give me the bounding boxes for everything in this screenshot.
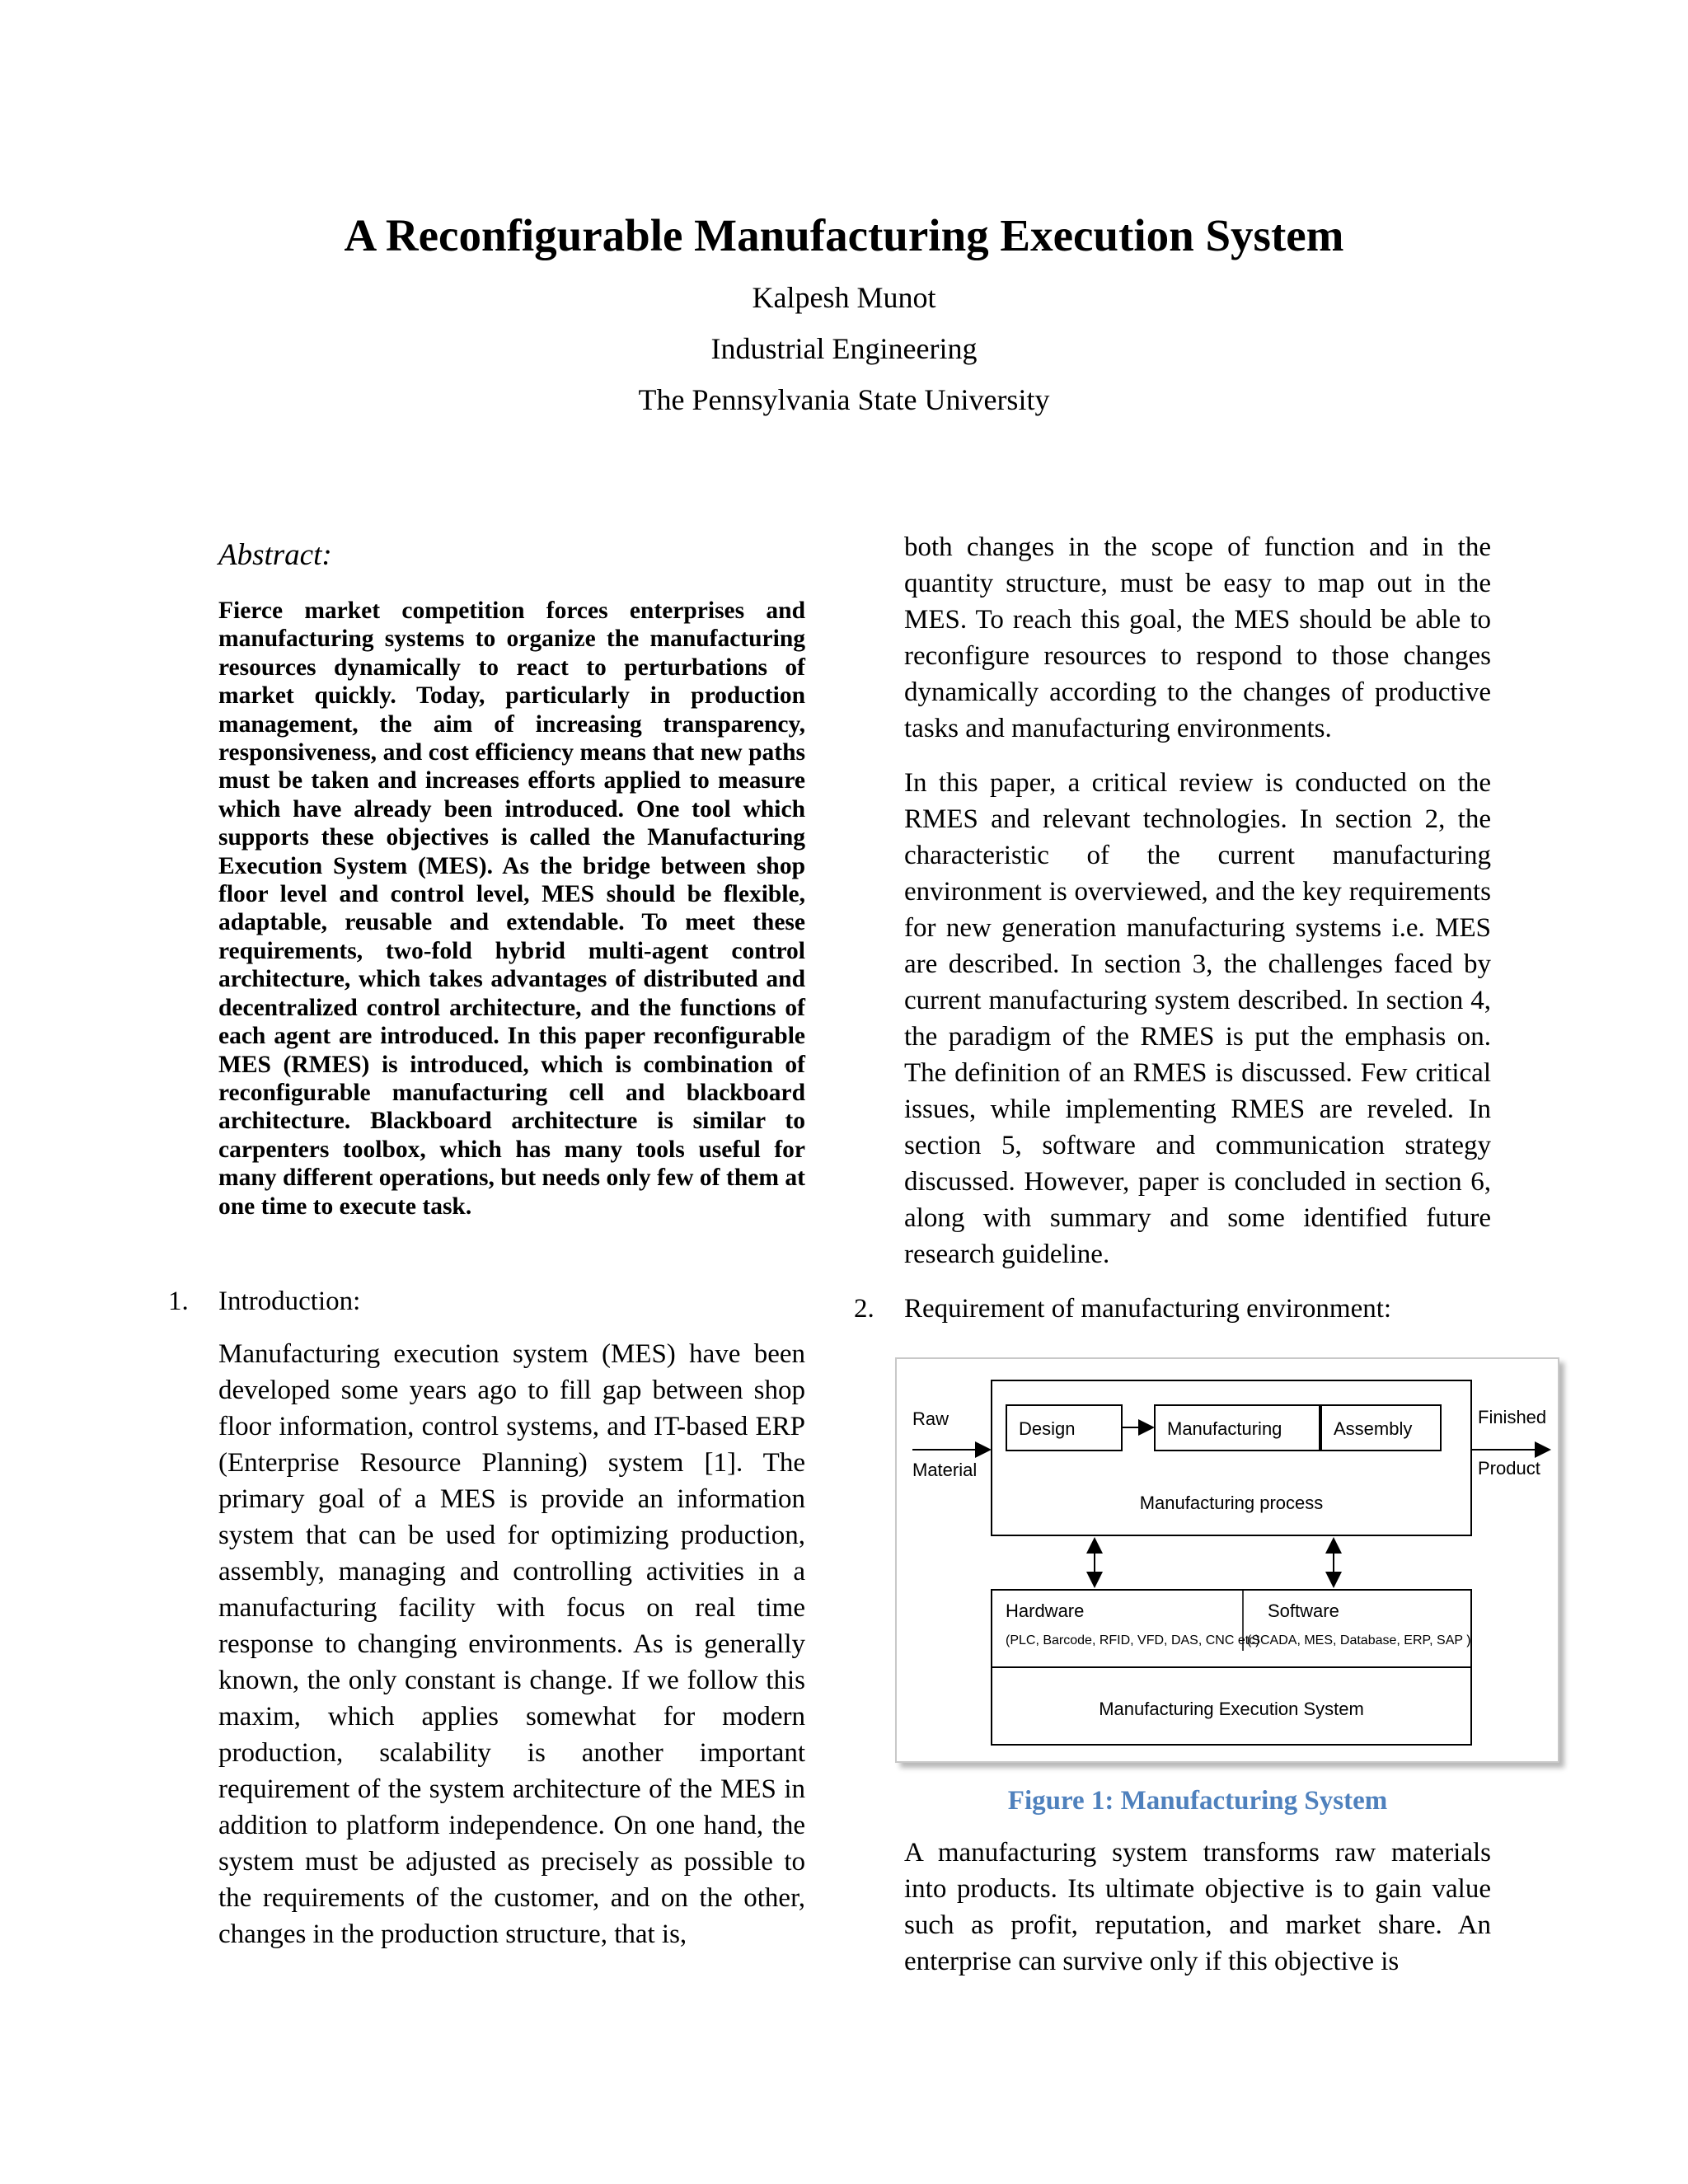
abstract-body: Fierce market competition forces enterprises and manufacturing systems to organize the manufacturing resources dynamically to react to perturbations of market quickly. Today, particularly in production management, the aim of increasing transparency, responsiveness, and cost efficiency means that new paths must be taken and increases efforts applied to measure which have already been introduced. One tool which supports these objectives is called the Manufacturing Execution System (MES). As the bridge between shop floor level and control level, MES should be flexible, adaptable, reusable and extendable. To meet these requirements, two-fold hybrid multi-agent control architecture, which takes advantages of distributed and decentralized control architecture, and the functions of each agent are introduced. In this paper reconfigurable MES (RMES) is introduced, which is combination of reconfigurable manufacturing cell and blackboard architecture. Blackboard architecture is similar to carpenters toolbox, which has many tools useful for many different operations, but needs only few of them at one time to execute task. [218,598,805,1220]
author-name: Kalpesh Munot [752,281,936,314]
section-1-body: Manufacturing execution system (MES) have been developed some years ago to fill gap between shop floor information, control systems, and IT-based ERP (Enterprise Resource Planning) system [1]. The primary goal of a MES is provide an information system that can be used for optimizing production, assembly, managing and controlling activities in a manufacturing facility with focus on real time response to changing environments. As is generally known, the only constant is change. If we follow this maxim, which applies somewhat for modern production, scalability is another important requirement of the system architecture of the MES in addition to platform independence. On one hand, the system must be adjusted as precisely as possible to the requirements of the customer, and on the other, changes in the production structure, that is, [218,1339,805,1949]
manufacturing-process-label: Manufacturing process [1139,1493,1324,1513]
section-1-number: 1. [168,1286,189,1316]
step-manufacturing: Manufacturing [1167,1418,1282,1439]
section-2-heading: Requirement of manufacturing environment: [904,1294,1392,1324]
step-design: Design [1019,1418,1076,1439]
output-label-product: Product [1478,1458,1540,1479]
paper-title: A Reconfigurable Manufacturing Execution System [344,210,1344,260]
software-detail: (SCADA, MES, Database, ERP, SAP ) [1247,1633,1471,1647]
input-label-raw: Raw [912,1408,950,1429]
section-2-body: A manufacturing system transforms raw materials into products. Its ultimate objective is to gain value such as profit, reputation, and market share. An enterprise can survive only if this objective is [904,1838,1491,1976]
mes-label: Manufacturing Execution System [1099,1699,1364,1719]
abstract-heading: Abstract: [218,538,332,572]
figure-caption: Figure 1: Manufacturing System [1007,1786,1388,1816]
author-department: Industrial Engineering [710,332,978,365]
hardware-detail: (PLC, Barcode, RFID, VFD, DAS, CNC etc) [1006,1633,1260,1647]
author-university: The Pennsylvania State University [638,383,1050,416]
input-label-material: Material [912,1460,978,1480]
paper-outline-paragraph: In this paper, a critical review is conducted on the RMES and relevant technologies. In section 2, the characteristic of the current manufacturing environment is overviewed, and the key requirements for new generation manufacturing systems i.e. MES are described. In section 3, the challenges faced by current manufacturing system described. In section 4, the paradigm of the RMES is put the emphasis on. The definition of an RMES is discussed. Few critical issues, while implementing RMES are reveled. In section 5, software and communication strategy discussed. However, paper is concluded in section 6, along with summary and some identified future research guideline. [904,768,1491,1269]
intro-continuation-paragraph: both changes in the scope of function and in the quantity structure, must be easy to map out in the MES. To reach this goal, the MES should be able to reconfigure resources to respond to those changes dynamically according to the changes of productive tasks and manufacturing environments. [904,532,1491,743]
figure-manufacturing-system [895,1357,1559,1763]
manufacturing-system-diagram [897,1359,1558,1761]
step-assembly: Assembly [1334,1418,1413,1439]
section-2-number: 2. [854,1294,874,1324]
hardware-title: Hardware [1006,1601,1085,1621]
software-title: Software [1268,1601,1339,1621]
output-label-finished: Finished [1478,1407,1547,1427]
section-1-heading: Introduction: [218,1286,361,1316]
